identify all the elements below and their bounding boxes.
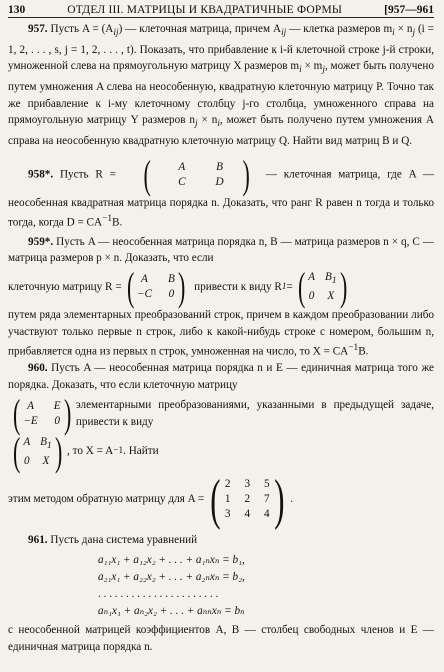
formula-row bbox=[8, 263, 434, 309]
problem-960 bbox=[8, 360, 435, 531]
sub: j bbox=[195, 119, 198, 130]
equation: a₂₁x₁ + a₂₂x₂ + . . . + a₂ₙxₙ = b₂, bbox=[98, 571, 245, 584]
matrix-cell bbox=[40, 435, 52, 454]
matrix-cell-text: B bbox=[40, 435, 48, 448]
sup: −1 bbox=[102, 214, 113, 225]
formula-row bbox=[8, 390, 434, 436]
matrix-cell: A bbox=[308, 270, 316, 283]
formula-row bbox=[8, 428, 434, 474]
problem-number: 957. bbox=[28, 23, 48, 35]
sub: i bbox=[299, 65, 302, 76]
text-mid: элементарными преобразованиями, указанными в предыдущей задаче, привести к виду bbox=[75, 399, 434, 428]
sup: −1 bbox=[113, 446, 124, 457]
matrix-r: ( A B C D ) bbox=[143, 151, 250, 197]
matrix-cell: −E bbox=[23, 414, 38, 427]
problem-number: 961. bbox=[28, 533, 48, 546]
matrix-cell: 4 bbox=[244, 508, 251, 521]
matrix-cell: X bbox=[327, 290, 335, 303]
matrix-cell: E bbox=[53, 399, 61, 412]
text: — клетка размеров m bbox=[286, 23, 393, 35]
sub: j bbox=[322, 65, 325, 76]
formula-row bbox=[8, 468, 434, 531]
sub: i bbox=[392, 28, 395, 39]
text: B. bbox=[112, 217, 123, 230]
problem-957 bbox=[8, 21, 434, 150]
matrix-cell: 2 bbox=[244, 493, 251, 506]
text: , может быть получено путем умножения A слева на неособенную, квадратную клеточную матрицу P. Точно так же прибавление к i-му клеточному столбцу j-го столбца, умноженного справа на прямоугольную матрицу Y размеров n bbox=[8, 60, 434, 127]
matrix-cell: 0 bbox=[54, 414, 60, 427]
page-number: 130 bbox=[8, 4, 26, 16]
matrix-cell: 3 bbox=[244, 478, 251, 491]
problem-958 bbox=[8, 151, 435, 232]
text: — клеточная матрица, где A — неособенная квадратная матрица порядка n. Доказать, что ранг R равен n тогда и только тогда, когда D = CA bbox=[8, 168, 435, 230]
matrix-cell: 0 bbox=[168, 287, 175, 300]
text: Пусть A — неособенная матрица порядка n и E — единичная матрица того же порядка. Доказать, что если клеточную матрицу bbox=[8, 362, 435, 392]
text: привести к виду R bbox=[194, 280, 282, 293]
sub: j bbox=[412, 28, 416, 39]
matrix-cell: X bbox=[42, 454, 50, 467]
text: × n bbox=[197, 114, 218, 127]
matrix-ae: ( A E −E 0 ) bbox=[12, 390, 71, 436]
matrix-cell: 5 bbox=[264, 478, 270, 491]
matrix-cell: 3 bbox=[224, 508, 231, 521]
matrix-cell: D bbox=[215, 175, 224, 188]
matrix-cell: C bbox=[178, 175, 186, 188]
text: × m bbox=[301, 60, 323, 73]
matrix-r1: ( A $B_1$ 0 X ) bbox=[297, 263, 347, 309]
problem-number: 958*. bbox=[28, 168, 54, 181]
text: . bbox=[290, 493, 294, 506]
matrix-cell bbox=[325, 270, 337, 289]
problem-number: 959*. bbox=[28, 235, 54, 248]
matrix-cell: 7 bbox=[264, 493, 270, 506]
matrix-cell: A bbox=[141, 272, 148, 285]
text: = bbox=[286, 280, 293, 293]
text: клеточную матрицу R = bbox=[8, 280, 122, 293]
text: (i = 1, 2, . . . , s, j = 1, 2, . . . , t). Показать, что прибавление к i-й клеточной строке j-й строки, умноженной слева на прямоугольную матрицу X размеров m bbox=[8, 23, 434, 73]
matrix-cell: A bbox=[23, 435, 31, 448]
matrix-cell: 4 bbox=[264, 508, 270, 521]
text: этим методом обратную матрицу для A = bbox=[8, 493, 205, 506]
text: , может быть получено путем умножения A справа на неособенную квадратную клеточную матрицу Q. Найти вид матриц B и Q. bbox=[8, 114, 435, 148]
sub: ij bbox=[281, 28, 287, 39]
matrix-cell: B bbox=[167, 272, 175, 285]
sub: i bbox=[217, 119, 220, 130]
text: Пусть A — неособенная матрица порядка n, B — матрица размеров n × q, C — матрица размеров p × n. Доказать, что если bbox=[8, 235, 435, 265]
sup: −1 bbox=[348, 343, 359, 354]
text: Пусть A = (A bbox=[50, 23, 114, 35]
sub: 1 bbox=[331, 276, 337, 287]
matrix-cell: 0 bbox=[23, 454, 30, 467]
equation: aₙ₁x₁ + aₙ₂x₂ + . . . + aₙₙxₙ = bₙ bbox=[98, 605, 245, 618]
matrix-r: ( A B −C 0 ) bbox=[126, 263, 186, 309]
running-header bbox=[8, 4, 434, 18]
matrix-a1b1: ( A $B_1$ 0 X ) bbox=[12, 428, 63, 474]
text bbox=[76, 397, 434, 430]
text: с неособенной матрицей коэффициентов A, B — столбец свободных членов и E — единичная матрица порядка n. bbox=[8, 624, 434, 653]
equation-system bbox=[8, 552, 434, 620]
matrix-a-numeric: ( 2 3 5 1 2 7 3 4 4 ) bbox=[210, 468, 285, 531]
problem-range: [957—961 bbox=[384, 4, 434, 16]
equation-ellipsis: . . . . . . . . . . . . . . . . . . . . . . bbox=[98, 588, 219, 601]
text: , то X = A bbox=[67, 445, 114, 458]
text: × n bbox=[394, 23, 413, 35]
matrix-cell: A bbox=[178, 160, 186, 173]
problem-961 bbox=[8, 532, 434, 656]
problem-number: 960. bbox=[28, 362, 48, 375]
text: Пусть R = bbox=[59, 168, 116, 181]
matrix-cell: 2 bbox=[224, 478, 231, 491]
matrix-cell: 0 bbox=[308, 290, 315, 303]
text: путем ряда элементарных преобразований строк, причем в каждом преобразовании либо участвуют только первые n строк, либо к какой-нибудь строке с номером, большим n, прибавляется одна из первых n строк, умноженная на число, то X = CA bbox=[8, 308, 434, 358]
matrix-cell: 1 bbox=[224, 493, 231, 506]
text: Пусть дана система уравнений bbox=[50, 533, 198, 546]
matrix-cell: A bbox=[27, 399, 34, 412]
equation: a₁₁x₁ + a₁₂x₂ + . . . + a₁ₙxₙ = b₁, bbox=[98, 554, 245, 567]
text: ) — клеточная матрица, причем A bbox=[118, 23, 282, 35]
matrix-cell: B bbox=[216, 160, 224, 173]
chapter-title: ОТДЕЛ III. МАТРИЦЫ И КВАДРАТИЧНЫЕ ФОРМЫ bbox=[67, 4, 343, 16]
problem-959 bbox=[8, 234, 434, 361]
sub: 1 bbox=[47, 440, 52, 451]
sub: ij bbox=[113, 28, 119, 39]
sub: 1 bbox=[281, 281, 287, 292]
matrix-cell-text: B bbox=[325, 270, 332, 283]
matrix-cell: −C bbox=[136, 287, 152, 300]
text: B. bbox=[358, 345, 369, 358]
text: . Найти bbox=[123, 445, 159, 458]
